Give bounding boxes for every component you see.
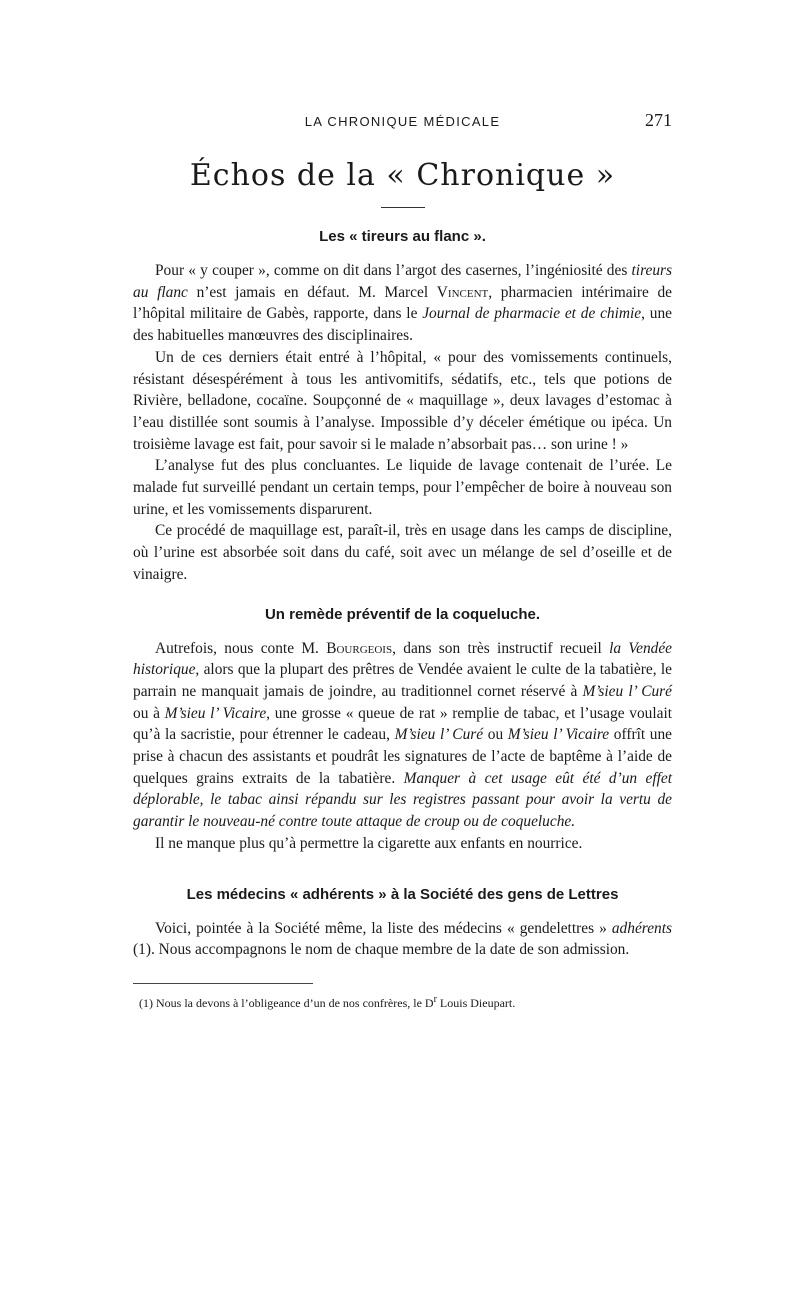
superscript: r — [433, 993, 437, 1005]
paragraph — [133, 918, 672, 961]
italic-text: M’sieu l’ Vicaire — [164, 704, 267, 722]
italic-text: tireurs au flanc — [133, 262, 672, 301]
italic-text: adhérents — [611, 919, 672, 937]
author-name: Bourgeois — [326, 639, 393, 657]
paragraph — [133, 638, 672, 833]
page-number: 271 — [645, 110, 672, 130]
paragraph — [133, 260, 672, 347]
italic-text: M’sieu l’ Vicaire — [507, 726, 610, 744]
text: ou à — [133, 704, 165, 722]
footnote — [133, 994, 672, 1011]
paragraph: L’analyse fut des plus concluantes. Le liquide de lavage contenait de l’urée. Le malade fut surveillé pendant un certain temps, pour l’empêcher de boire à nouveau son urine, et les vomissements disparurent. — [133, 457, 672, 518]
article-heading: Échos de la « Chronique » — [189, 158, 616, 193]
text: (1) Nous la devons à l’obligeance d’un de nos confrères, le D — [139, 995, 434, 1010]
text: (1). Nous accompagnons le nom de chaque membre de la date de son admission. — [133, 941, 630, 959]
heading-rule — [381, 207, 425, 208]
book-title: la Vendée historique — [133, 639, 672, 679]
text: n’est jamais en défaut. M. Marcel — [187, 283, 437, 301]
section-title-tireurs: Les « tireurs au flanc ». — [319, 228, 486, 245]
running-title: LA CHRONIQUE MÉDICALE — [304, 114, 501, 129]
author-name: Vincent — [436, 283, 489, 301]
text: Voici, pointée à la Société même, la liste des médecins « gendelettres » — [155, 919, 612, 937]
section-body-tireurs — [133, 260, 672, 586]
paragraph: Ce procédé de maquillage est, paraît-il, très en usage dans les camps de discipline, où l’urine est absorbée soit dans du café, soit avec un mélange de sel d’oseille et de vinaigre. — [133, 522, 672, 583]
text: Autrefois, nous conte M. — [155, 639, 327, 657]
text: , pharmacien intérimaire de l’hôpital militaire de Gabès, rapporte, dans le — [133, 283, 673, 323]
italic-text: M’sieu l’ Curé — [394, 726, 484, 744]
italic-text: M’sieu l’ Curé — [582, 682, 672, 700]
footnote-rule — [133, 983, 313, 984]
text: , une grosse « queue de rat » remplie de tabac, et l’usage voulait qu’à la sacristie, pour étrenner le cadeau, — [133, 704, 672, 744]
text: , alors que la plupart des prêtres de Vendée avaient le culte de la tabatière, le parrain ne manquait jamais de joindre, au traditionnel cornet réservé à — [133, 661, 672, 700]
section-title-medecins: Les médecins « adhérents » à la Société des gens de Lettres — [186, 885, 619, 903]
section-body-medecins — [133, 918, 672, 961]
text: , dans son très instructif recueil — [392, 639, 610, 657]
text: ou — [483, 726, 508, 744]
journal-title: Journal de pharmacie et de chimie — [422, 305, 642, 323]
running-head — [133, 112, 672, 138]
text: , une des habituelles manœuvres des disciplinaires. — [133, 305, 672, 345]
paragraph: Il ne manque plus qu’à permettre la cigarette aux enfants en nourrice. — [155, 834, 583, 852]
text: offrît une prise à chacun des assistants et poudrât les signatures de l’acte de baptême à l’aide de quelques grains extraits de la tabatière. — [133, 726, 673, 787]
italic-text: Manquer à cet usage eût été d’un effet déplorable, le tabac ainsi répandu sur les registres passant pour avoir la vertu de garantir le nouveau-né contre toute attaque de croup ou de coqueluche. — [133, 769, 672, 831]
section-title-coqueluche: Un remède préventif de la coqueluche. — [264, 605, 541, 623]
page — [133, 112, 672, 1011]
paragraph: Un de ces derniers était entré à l’hôpital, « pour des vomissements continuels, résistant désespérément à tous les antivomitifs, sédatifs, etc., tels que potions de Rivière, belladone, cocaïne. Soupçonné de « maquillage », deux lavages d’estomac à l’eau distillée sont soumis à l’analyse. Impossible d’y déceler émétique ou ipéca. Un troisième lavage est fait, pour savoir si le malade n’absorbait pas… son urine ! » — [133, 348, 672, 453]
section-body-coqueluche — [133, 638, 672, 855]
text: Pour « y couper », comme on dit dans l’argot des casernes, l’ingéniosité des — [155, 262, 632, 279]
text: Louis Dieupart. — [436, 995, 516, 1010]
